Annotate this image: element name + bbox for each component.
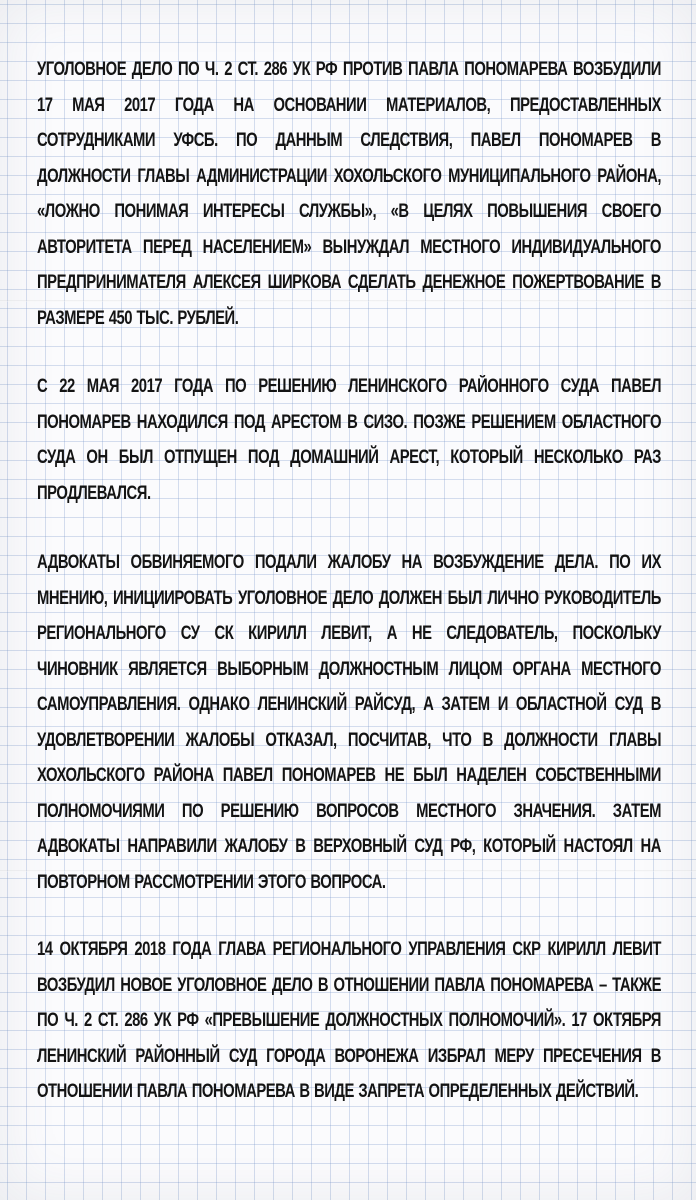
paragraph-3: АДВОКАТЫ ОБВИНЯЕМОГО ПОДАЛИ ЖАЛОБУ НА ВОЗБУЖДЕНИЕ ДЕЛА. ПО ИХ МНЕНИЮ, ИНИЦИИРОВАТЬ УГОЛОВНОЕ ДЕЛО ДОЛЖЕН БЫЛ ЛИЧНО РУКОВОДИТЕЛЬ РЕГИОНАЛЬНОГО СУ СК КИРИЛЛ ЛЕВИТ, А НЕ СЛЕДОВАТЕЛЬ, ПОСКОЛЬКУ ЧИНОВНИК ЯВЛЯЕТСЯ ВЫБОРНЫМ ДОЛЖНОСТНЫМ ЛИЦОМ ОРГАНА МЕСТНОГО САМОУПРАВЛЕНИЯ. ОДНАКО ЛЕНИНСКИЙ РАЙСУД, А ЗАТЕМ И ОБЛАСТНОЙ СУД В УДОВЛЕТВОРЕНИИ ЖАЛОБЫ ОТКАЗАЛ, ПОСЧИТАВ, ЧТО В ДОЛЖНОСТИ ГЛАВЫ ХОХОЛЬСКОГО РАЙОНА ПАВЕЛ ПОНОМАРЕВ НЕ БЫЛ НАДЕЛЕН СОБСТВЕННЫМИ ПОЛНОМОЧИЯМИ ПО РЕШЕНИЮ ВОПРОСОВ МЕСТНОГО ЗНАЧЕНИЯ. ЗАТЕМ АДВОКАТЫ НАПРАВИЛИ ЖАЛОБУ В ВЕРХОВНЫЙ СУД РФ, КОТОРЫЙ НАСТОЯЛ НА ПОВТОРНОМ РАССМОТРЕНИИ ЭТОГО ВОПРОСА. <box>37 552 661 893</box>
paragraph-4: 14 ОКТЯБРЯ 2018 ГОДА ГЛАВА РЕГИОНАЛЬНОГО УПРАВЛЕНИЯ СКР КИРИЛЛ ЛЕВИТ ВОЗБУДИЛ НОВОЕ УГОЛОВНОЕ ДЕЛО В ОТНОШЕНИИ ПАВЛА ПОНОМАРЕВА – ТАКЖЕ ПО Ч. 2 СТ. 286 УК РФ «ПРЕВЫШЕНИЕ ДОЛЖНОСТНЫХ ПОЛНОМОЧИЙ». 17 ОКТЯБРЯ ЛЕНИНСКИЙ РАЙОННЫЙ СУД ГОРОДА ВОРОНЕЖА ИЗБРАЛ МЕРУ ПРЕСЕЧЕНИЯ В ОТНОШЕНИИ ПАВЛА ПОНОМАРЕВА В ВИДЕ ЗАПРЕТА ОПРЕДЕЛЕННЫХ ДЕЙСТВИЙ. <box>37 939 661 1102</box>
paragraph-1: УГОЛОВНОЕ ДЕЛО ПО Ч. 2 СТ. 286 УК РФ ПРОТИВ ПАВЛА ПОНОМАРЕВА ВОЗБУДИЛИ 17 МАЯ 2017 ГОДА НА ОСНОВАНИИ МАТЕРИАЛОВ, ПРЕДОСТАВЛЕННЫХ СОТРУДНИКАМИ УФСБ. ПО ДАННЫМ СЛЕДСТВИЯ, ПАВЕЛ ПОНОМАРЕВ В ДОЛЖНОСТИ ГЛАВЫ АДМИНИСТРАЦИИ ХОХОЛЬСКОГО МУНИЦИПАЛЬНОГО РАЙОНА, «ЛОЖНО ПОНИМАЯ ИНТЕРЕСЫ СЛУЖБЫ», «В ЦЕЛЯХ ПОВЫШЕНИЯ СВОЕГО АВТОРИТЕТА ПЕРЕД НАСЕЛЕНИЕМ» ВЫНУЖДАЛ МЕСТНОГО ИНДИВИДУАЛЬНОГО ПРЕДПРИНИМАТЕЛЯ АЛЕКСЕЯ ШИРКОВА СДЕЛАТЬ ДЕНЕЖНОЕ ПОЖЕРТВОВАНИЕ В РАЗМЕРЕ 450 ТЫС. РУБЛЕЙ. <box>37 59 661 329</box>
paragraph-2: С 22 МАЯ 2017 ГОДА ПО РЕШЕНИЮ ЛЕНИНСКОГО РАЙОННОГО СУДА ПАВЕЛ ПОНОМАРЕВ НАХОДИЛСЯ ПОД АРЕСТОМ В СИЗО. ПОЗЖЕ РЕШЕНИЕМ ОБЛАСТНОГО СУДА ОН БЫЛ ОТПУЩЕН ПОД ДОМАШНИЙ АРЕСТ, КОТОРЫЙ НЕСКОЛЬКО РАЗ ПРОДЛЕВАЛСЯ. <box>37 376 661 504</box>
